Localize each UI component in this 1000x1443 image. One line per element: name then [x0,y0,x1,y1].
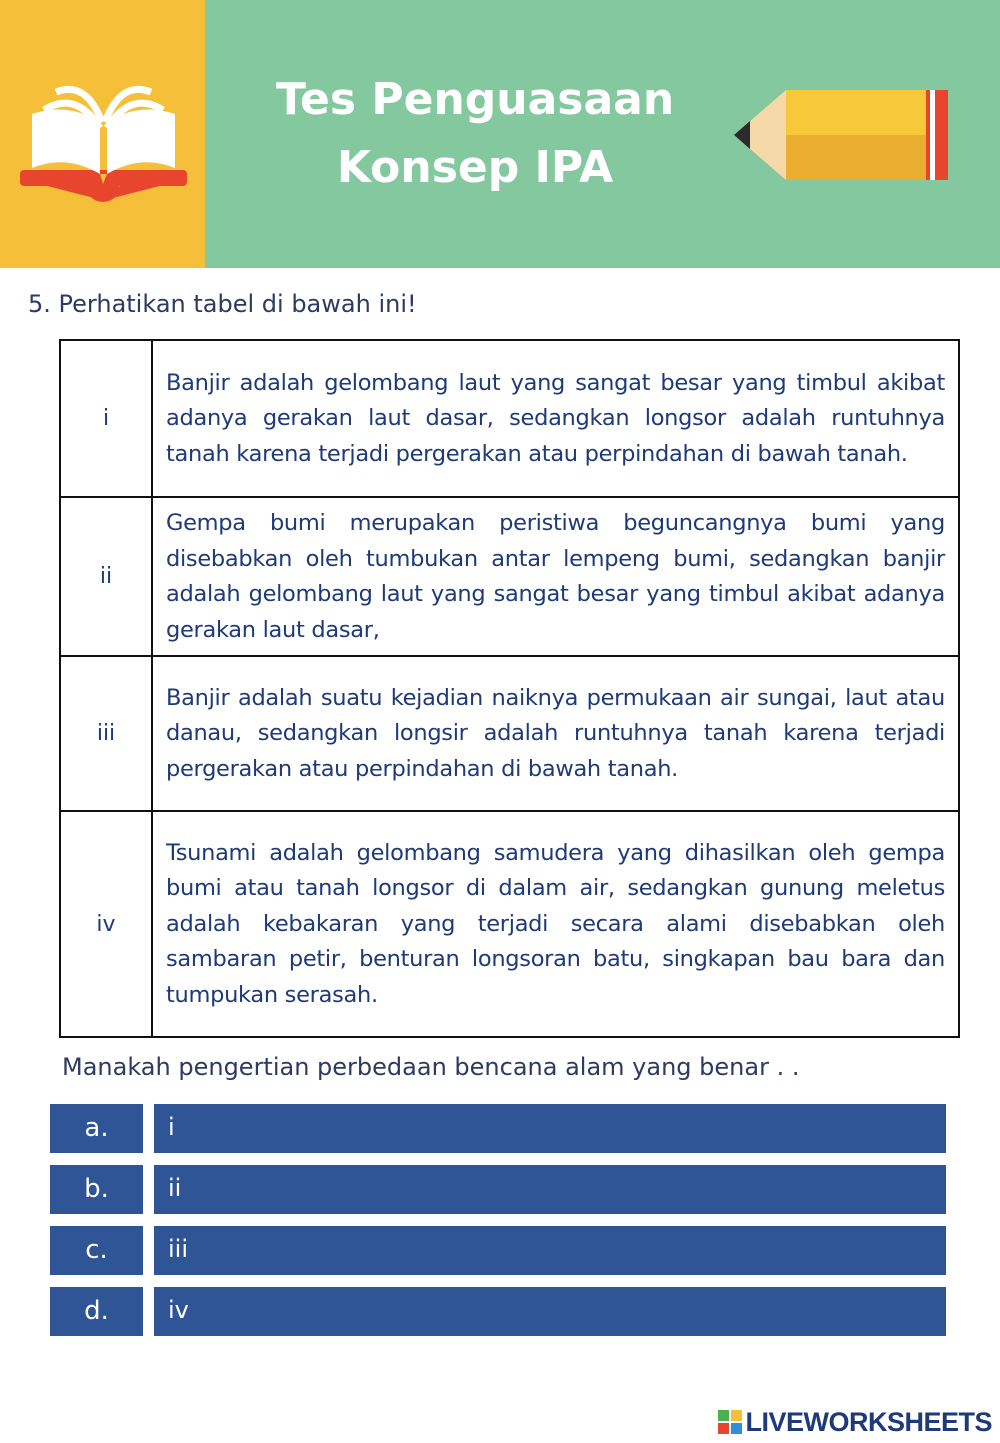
liveworksheets-brand[interactable] [718,1405,992,1439]
row-number: iv [60,811,152,1037]
option-answer[interactable]: ii [154,1165,946,1214]
option-letter[interactable]: b. [50,1165,143,1214]
title-line-2: Konsep IPA [336,142,614,193]
option-answer[interactable]: iii [154,1226,946,1275]
table-row [60,340,959,497]
option-a[interactable] [50,1104,946,1153]
option-answer[interactable]: iv [154,1287,946,1336]
option-c[interactable] [50,1226,946,1275]
row-number: i [60,340,152,497]
option-b[interactable] [50,1165,946,1214]
table-row [60,656,959,811]
title-line-1: Tes Penguasaan [275,74,675,125]
brand-name: LIVEWORKSHEETS [745,1406,992,1437]
open-book-icon [16,70,191,210]
row-number: ii [60,497,152,656]
liveworksheets-logo-icon [718,1410,742,1434]
statements-table [59,339,960,1038]
question-text: 5. Perhatikan tabel di bawah ini! [28,290,417,318]
option-letter[interactable]: d. [50,1287,143,1336]
option-d[interactable] [50,1287,946,1336]
pencil-icon [730,84,952,186]
row-number: iii [60,656,152,811]
table-row [60,497,959,656]
row-statement: Banjir adalah suatu kejadian naiknya permukaan air sungai, laut atau danau, sedangkan longsir adalah runtuhnya tanah karena terjadi pergerakan atau perpindahan di bawah tanah. [152,656,959,811]
header-yellow-panel [0,0,205,268]
row-statement: Gempa bumi merupakan peristiwa beguncangnya bumi yang disebabkan oleh tumbukan antar lempeng bumi, sedangkan banjir adalah gelombang laut yang sangat besar yang timbul akibat adanya gerakan laut dasar, [152,497,959,656]
option-letter[interactable]: c. [50,1226,143,1275]
page-title [230,66,720,202]
header-banner [0,0,1000,268]
option-answer[interactable]: i [154,1104,946,1153]
answer-prompt: Manakah pengertian perbedaan bencana alam yang benar . . [62,1053,800,1081]
option-letter[interactable]: a. [50,1104,143,1153]
row-statement: Banjir adalah gelombang laut yang sangat besar yang timbul akibat adanya gerakan laut dasar, sedangkan longsor adalah runtuhnya tanah karena terjadi pergerakan atau perpindahan di bawah tanah. [152,340,959,497]
table-row [60,811,959,1037]
row-statement: Tsunami adalah gelombang samudera yang dihasilkan oleh gempa bumi atau tanah longsor di dalam air, sedangkan gunung meletus adalah kebakaran yang terjadi secara alami disebabkan oleh sambaran petir, benturan longsoran batu, singkapan bau bara dan tumpukan serasah. [152,811,959,1037]
